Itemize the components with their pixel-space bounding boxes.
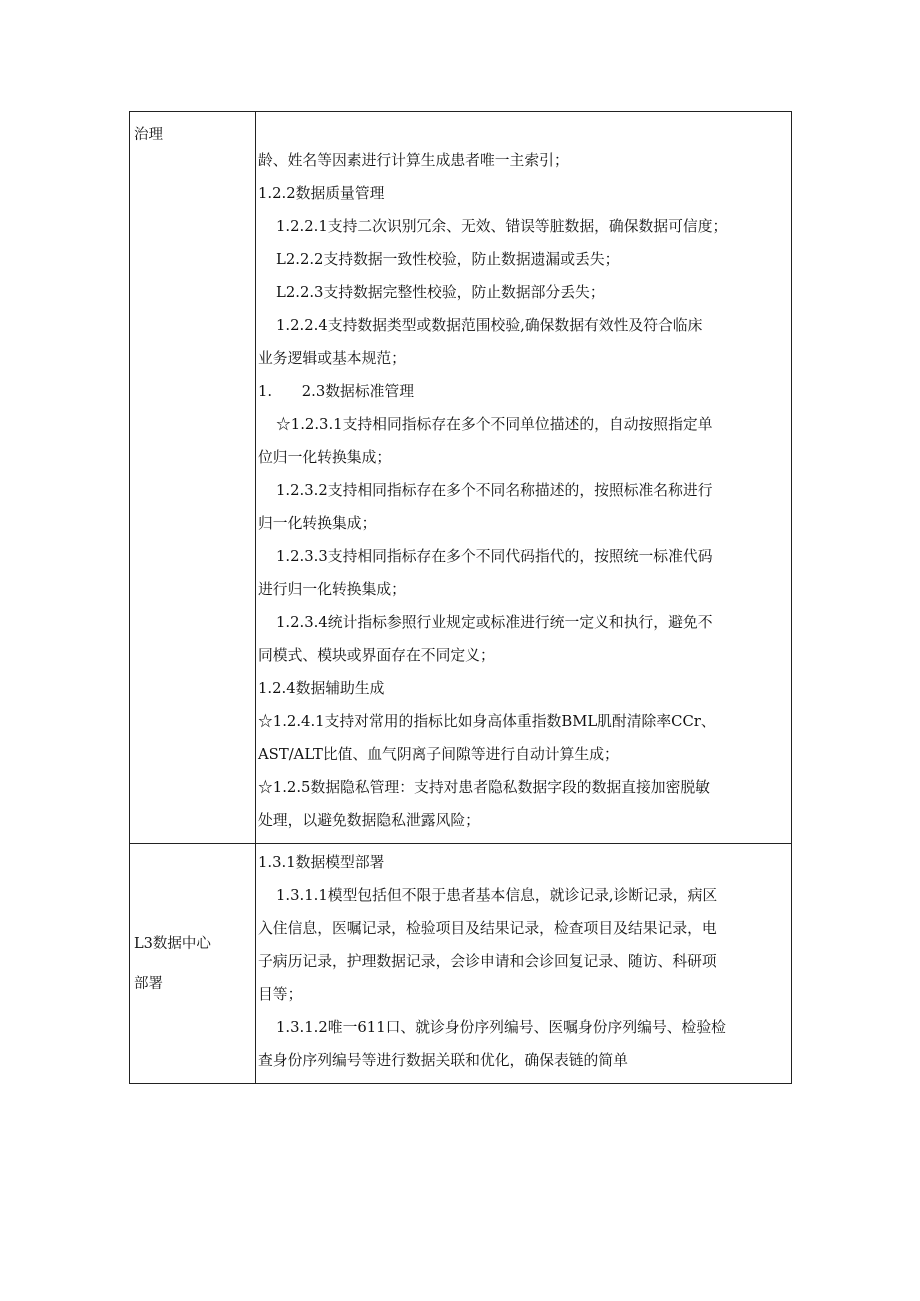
content-line: 1.2.3.4统计指标参照行业规定或标准进行统一定义和执行，避免不: [276, 614, 713, 631]
content-line: 业务逻辑或基本规范；: [258, 350, 406, 367]
row-content-data-center-deployment: [256, 844, 792, 1084]
content-line: [256, 114, 791, 144]
content-line: 1.2.3.2支持相同指标存在多个不同名称描述的，按照标准名称进行: [276, 482, 713, 499]
section-heading-data-generation: 1.2.4数据辅助生成: [258, 680, 385, 697]
row-label-data-center-deployment: L3数据中心 部署: [130, 844, 256, 1084]
section-heading-data-quality: 1.2.2数据质量管理: [258, 185, 385, 202]
content-line: 1.3.1.1模型包括但不限于患者基本信息，就诊记录,诊断记录，病区: [276, 887, 718, 904]
table-row-data-center-deployment: [130, 844, 792, 1084]
table-row-governance: [130, 112, 792, 844]
content-line: L2.2.2支持数据一致性校验，防止数据遗漏或丢失；: [276, 251, 620, 268]
row-label-governance: 治理: [130, 112, 256, 844]
content-line: 龄、姓名等因素进行计算生成患者唯一主索引；: [258, 152, 569, 169]
section-heading-data-standard: 1. 2.3数据标准管理: [258, 383, 415, 400]
content-line: 查身份序列编号等进行数据关联和优化，确保表链的简单: [258, 1052, 628, 1069]
content-line: 1.2.2.4支持数据类型或数据范围校验,确保数据有效性及符合临床: [276, 317, 703, 334]
content-line: 同模式、模块或界面存在不同定义；: [258, 647, 495, 664]
content-line: 位归一化转换集成；: [258, 449, 392, 466]
content-line: 1.3.1.2唯一611口、就诊身份序列编号、医嘱身份序列编号、检验检: [276, 1019, 726, 1036]
content-line: 1.2.3.3支持相同指标存在多个不同代码指代的，按照统一标准代码: [276, 548, 713, 565]
content-line: AST/ALT比值、血气阴离子间隙等进行自动计算生成；: [258, 746, 619, 763]
content-line: 目等；: [258, 986, 303, 1003]
content-line: 进行归一化转换集成；: [258, 581, 406, 598]
requirements-table: [129, 111, 792, 1084]
content-line: ☆1.2.4.1支持对常用的指标比如身高体重指数BML肌酎清除率CCr、: [258, 713, 716, 730]
content-line: 归一化转换集成；: [258, 515, 377, 532]
section-heading-data-model: 1.3.1数据模型部署: [258, 854, 385, 871]
row-content-governance: [256, 112, 792, 844]
content-line: L2.2.3支持数据完整性校验，防止数据部分丢失；: [276, 284, 605, 301]
content-line: 入住信息，医嘱记录，检验项目及结果记录，检查项目及结果记录，电: [258, 920, 717, 937]
content-line: 子病历记录，护理数据记录，会诊申请和会诊回复记录、随访、科研项: [258, 953, 717, 970]
content-line: ☆1.2.5数据隐私管理：支持对患者隐私数据字段的数据直接加密脱敏: [258, 779, 710, 796]
content-line: ☆1.2.3.1支持相同指标存在多个不同单位描述的，自动按照指定单: [276, 416, 713, 433]
content-line: 1.2.2.1支持二次识别冗余、无效、错误等脏数据，确保数据可信度；: [276, 218, 728, 235]
content-line: 处理，以避免数据隐私泄露风险；: [258, 812, 480, 829]
